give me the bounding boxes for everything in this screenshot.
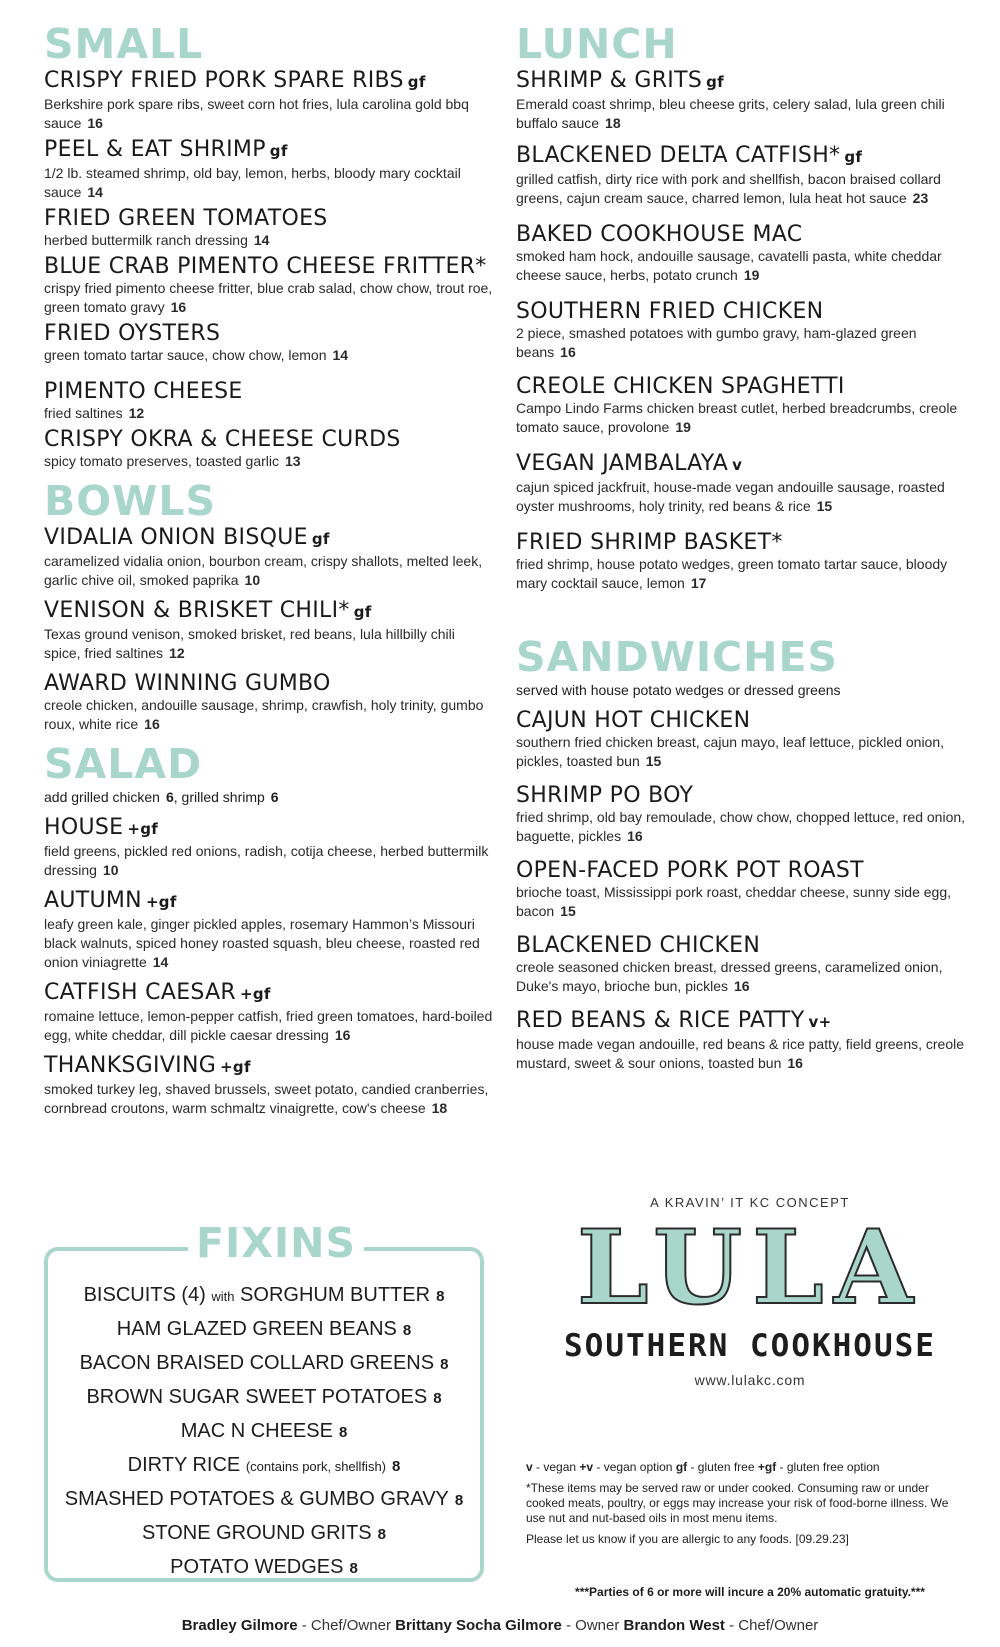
menu-item [44,525,494,590]
menu-item-name [516,1008,971,1035]
staff-name-2: Brittany Socha Gilmore [395,1617,562,1634]
menu-item-price: 14 [332,347,349,363]
dietary-tag: +gf [240,985,271,1003]
menu-item-desc-text: house made vegan andouille, red beans & rice patty, field greens, creole mustard, sweet & sour onions, toasted bun [516,1036,965,1071]
menu-item-description [516,324,971,362]
menu-item-description [44,842,494,880]
menu-item-price: 16 [170,299,187,315]
menu-item [516,143,971,208]
menu-item-title: BLUE CRAB PIMENTO CHEESE FRITTER* [44,254,487,279]
menu-item-desc-text: grilled catfish, dirty rice with pork and shellfish, bacon braised collard greens, cajun cream sauce, charred lemon, lula heat hot sauce [516,171,941,206]
dietary-tag: gf [407,73,426,91]
menu-item-description [516,958,971,996]
menu-item [44,68,494,133]
menu-item-price: 16 [87,115,103,131]
fixin-item [48,1517,480,1551]
menu-item-name [516,143,971,170]
menu-item-title: RED BEANS & RICE PATTY [516,1008,805,1033]
fixin-item [48,1347,480,1381]
left-column [44,22,494,1130]
fixin-name: SMASHED POTATOES & GUMBO GRAVY [64,1488,449,1510]
menu-item-description [44,552,494,590]
menu-item [516,858,971,921]
menu-item [44,980,494,1045]
section-bowls [44,479,494,742]
fixin-item [48,1483,480,1517]
fixin-item [48,1449,480,1483]
menu-item-desc-text: smoked ham hock, andouille sausage, cavatelli pasta, white cheddar cheese sauce, herbs, potato crunch [516,248,942,283]
fixin-name: BROWN SUGAR SWEET POTATOES [86,1386,428,1408]
menu-item-name [44,598,494,625]
brand-block [540,1195,960,1388]
menu-item-name [44,671,494,696]
menu-item [44,598,494,663]
menu-item-title: SHRIMP PO BOY [516,783,694,808]
menu-item-price: 16 [734,978,750,994]
menu-item-desc-text: fried shrimp, house potato wedges, green tomato tartar sauce, bloody mary cocktail sauce, lemon [516,556,948,591]
addon-chicken-price: 6 [165,789,174,805]
menu-item-price: 18 [605,115,621,131]
menu-item-price: 14 [253,232,270,248]
menu-item-desc-text: cajun spiced jackfruit, house-made vegan andouille sausage, roasted oyster mushrooms, holy trinity, red beans & rice [516,479,945,514]
menu-item [516,68,971,133]
menu-item-title: CRISPY FRIED PORK SPARE RIBS [44,68,404,93]
fixin-name-rest: SORGHUM BUTTER [234,1284,431,1306]
menu-item-desc-text: creole chicken, andouille sausage, shrimp, crawfish, holy trinity, gumbo roux, white rice [44,697,484,732]
key-vegan-option-text: - vegan option [593,1460,676,1474]
menu-item-name [516,933,971,958]
allergy-note: Please let us know if you are allergic to any foods. [09.29.23] [526,1532,849,1546]
dietary-tag: gf [269,142,288,160]
menu-item-desc-text: leafy green kale, ginger pickled apples, rosemary Hammon’s Missouri black walnuts, spiced honey roasted squash, bleu cheese, roasted red onion viniagrette [44,916,480,970]
menu-item-desc-text: 2 piece, smashed potatoes with gumbo gravy, ham-glazed green beans [516,325,917,360]
staff-role-1: - Chef/Owner [297,1617,396,1634]
fixins-list [48,1279,480,1585]
sandwiches-side-note: served with house potato wedges or dressed greens [516,682,841,698]
logo-subtitle: SOUTHERN COOKHOUSE [564,1328,936,1364]
fixin-item [48,1415,480,1449]
section-small [44,22,494,479]
dietary-tag: gf [844,148,863,166]
menu-item [516,222,971,285]
fixin-price: 8 [440,1356,449,1373]
menu-item [44,137,494,202]
menu-item-title: PEEL & EAT SHRIMP [44,137,266,162]
menu-item-desc-text: fried shrimp, old bay remoulade, chow chow, chopped lettuce, red onion, baguette, pickles [516,809,966,844]
menu-item-description [44,279,494,317]
menu-item-name [44,68,494,95]
menu-item-description [516,478,971,516]
menu-item-price: 16 [144,716,160,732]
staff-name-1: Bradley Gilmore [181,1617,298,1634]
menu-item-description [516,170,971,208]
staff-role-3: - Chef/Owner [724,1617,819,1634]
key-vegan-text: - vegan [532,1460,580,1474]
menu-item-name [516,222,971,247]
menu-item-title: AWARD WINNING GUMBO [44,671,331,696]
menu-item-name [516,299,971,324]
key-gluten-free-text: - gluten free [687,1460,758,1474]
lunch-title: LUNCH [516,20,678,68]
menu-item-description [44,625,494,663]
bowls-title: BOWLS [44,477,216,525]
menu-item-desc-text: 1/2 lb. steamed shrimp, old bay, lemon, herbs, bloody mary cocktail sauce [44,165,461,200]
menu-item-title: CATFISH CAESAR [44,980,237,1005]
menu-item-title: CRISPY OKRA & CHEESE CURDS [44,427,401,452]
menu-item-description [44,1080,494,1118]
menu-item-title: FRIED OYSTERS [44,321,221,346]
menu-item-title: BLACKENED DELTA CATFISH* [516,143,841,168]
menu-item-price: 10 [102,862,119,878]
menu-item-title: FRIED SHRIMP BASKET* [516,530,783,555]
menu-item-name [44,254,494,279]
menu-item-desc-text: smoked turkey leg, shaved brussels, sweet potato, candied cranberries, cornbread croutons, warm schmaltz vinaigrette, cow's cheese [44,1081,489,1116]
menu-item-title: PIMENTO CHEESE [44,379,243,404]
lula-logo: LULA [577,1208,923,1328]
menu-item-description [44,915,494,972]
menu-item-price: 12 [128,405,145,421]
menu-item [44,1053,494,1118]
menu-item-name [516,451,971,478]
menu-item-name [44,206,494,231]
section-salad [44,742,494,1130]
menu-item-title: BLACKENED CHICKEN [516,933,761,958]
fixin-price: 8 [402,1322,412,1339]
menu-item-description [516,247,971,285]
fixin-item [48,1381,480,1415]
fixin-price: 8 [433,1390,442,1407]
menu-item-name [44,379,494,404]
menu-item-name [44,1053,494,1080]
key-gluten-free-option-text: - gluten free option [776,1460,880,1474]
menu-item-description [44,231,494,250]
menu-item-description [516,95,971,133]
menu-item-title: VEGAN JAMBALAYA [516,451,729,476]
menu-item-name [516,68,971,95]
concept-line: A KRAVIN’ IT KC CONCEPT [650,1195,850,1210]
raw-food-warning: *These items may be served raw or under cooked. Consuming raw or under cooked meats, poultry, or eggs may increase your risk of food-borne illness. We use nut and nut-based oils in most menu items. [526,1481,949,1525]
menu-item [516,1008,971,1073]
dietary-tag: +gf [127,820,159,838]
menu-item-description [516,883,971,921]
fixin-name: DIRTY RICE [127,1454,246,1476]
small-title: SMALL [44,20,204,68]
menu-item [44,321,494,365]
menu-item-price: 14 [87,184,103,200]
fixin-item [48,1279,480,1313]
fixin-name: STONE GROUND GRITS [142,1522,372,1544]
menu-item-name [516,530,971,555]
menu-item-description [44,404,494,423]
menu-item-price: 16 [334,1027,351,1043]
menu-item-desc-text: green tomato tartar sauce, chow chow, lemon [44,347,327,363]
menu-item-desc-text: brioche toast, Mississippi pork roast, cheddar cheese, sunny side egg, bacon [516,884,952,919]
menu-item-desc-text: crispy fried pimento cheese fritter, blue crab salad, chow chow, trout roe, green tomato gravy [44,280,493,315]
menu-item [516,708,971,771]
menu-item [44,206,494,250]
fixin-name: MAC N CHEESE [180,1420,333,1442]
section-lunch [516,22,971,627]
dietary-tag: v+ [808,1013,832,1031]
menu-item-description [44,696,494,734]
menu-item-price: 16 [787,1055,803,1071]
fixin-item [48,1313,480,1347]
menu-item-description [516,399,971,437]
staff-footer [0,1617,1000,1634]
menu-item-desc-text: field greens, pickled red onions, radish, cotija cheese, herbed buttermilk dressing [44,843,489,878]
menu-item-desc-text: fried saltines [44,405,123,421]
menu-item [516,299,971,362]
menu-item-name [44,321,494,346]
salad-addon-note [44,788,494,807]
menu-item [516,933,971,996]
addon-shrimp-text: , grilled shrimp [173,789,265,805]
menu-item [44,254,494,317]
menu-item-description [516,1035,971,1073]
menu-item [516,451,971,516]
menu-item-title: VIDALIA ONION BISQUE [44,525,308,550]
dietary-tag: gf [353,603,372,621]
fixins-title: FIXINS [188,1221,364,1265]
menu-item-name [516,783,971,808]
fixin-price: 8 [349,1560,358,1577]
fixin-item [48,1551,480,1585]
menu-item [44,815,494,880]
website-link[interactable]: www.lulakc.com [694,1372,806,1388]
menu-item-price: 19 [675,419,691,435]
menu-item-price: 18 [431,1100,448,1116]
menu-item-name [516,708,971,733]
menu-item-price: 16 [627,828,643,844]
menu-item-description [516,555,971,593]
key-gluten-free: gf [675,1460,688,1474]
menu-item-description [44,164,494,202]
menu-item-desc-text: herbed buttermilk ranch dressing [44,232,248,248]
menu-item-price: 19 [743,267,760,283]
dietary-key [526,1460,966,1475]
menu-item-price: 15 [645,753,662,769]
menu-item-title: BAKED COOKHOUSE MAC [516,222,803,247]
menu-item-title: AUTUMN [44,888,142,913]
menu-item [44,379,494,423]
menu-item-title: SOUTHERN FRIED CHICKEN [516,299,824,324]
menu-item-desc-text: caramelized vidalia onion, bourbon cream, crispy shallots, melted leek, garlic chive oil, smoked paprika [44,553,483,588]
menu-item-description [44,346,494,365]
menu-item-price: 15 [560,903,576,919]
dietary-tag: v [732,456,743,474]
menu-item-desc-text: Campo Lindo Farms chicken breast cutlet, herbed breadcrumbs, creole tomato sauce, provolone [516,400,958,435]
menu-item-title: CREOLE CHICKEN SPAGHETTI [516,374,845,399]
section-sandwiches [516,635,971,1089]
menu-item-title: FRIED GREEN TOMATOES [44,206,328,231]
menu-item-title: CAJUN HOT CHICKEN [516,708,751,733]
menu-item-desc-text: Berkshire pork spare ribs, sweet corn hot fries, lula carolina gold bbq sauce [44,96,469,131]
right-column [516,22,971,1089]
menu-item-desc-text: romaine lettuce, lemon-pepper catfish, fried green tomatoes, hard-boiled egg, white cheddar, dill pickle caesar dressing [44,1008,493,1043]
fixin-name: BISCUITS (4) [83,1284,212,1306]
menu-item-description [516,808,971,846]
menu-item [516,530,971,593]
fixin-price: 8 [338,1424,348,1441]
sandwiches-title: SANDWICHES [516,633,839,681]
menu-item-desc-text: Emerald coast shrimp, bleu cheese grits, celery salad, lula green chili buffalo sauce [516,96,945,131]
menu-item-price: 23 [912,190,929,206]
fixin-name: BACON BRAISED COLLARD GREENS [79,1352,435,1374]
menu-item-title: THANKSGIVING [44,1053,217,1078]
menu-item [44,888,494,972]
menu-item [516,783,971,846]
key-vegan: v [526,1460,533,1474]
menu-item-name [44,137,494,164]
salad-title: SALAD [44,740,203,788]
key-gluten-free-option: +gf [757,1460,777,1474]
staff-name-3: Brandon West [623,1617,725,1634]
fixin-price: 8 [436,1288,445,1305]
menu-item-price: 10 [244,572,261,588]
fixins-box [44,1219,484,1582]
menu-item-name [44,980,494,1007]
menu-item [44,427,494,471]
menu-item-desc-text: creole seasoned chicken breast, dressed greens, caramelized onion, Duke's mayo, brioche bun, pickles [516,959,943,994]
dietary-tag: gf [706,73,724,91]
fixin-price: 8 [377,1526,386,1543]
staff-role-2: - Owner [561,1617,624,1634]
menu-item-description [44,95,494,133]
fixin-name: HAM GLAZED GREEN BEANS [116,1318,397,1340]
menu-item-desc-text: spicy tomato preserves, toasted garlic [44,453,279,469]
menu-item-name [44,427,494,452]
gratuity-note: ***Parties of 6 or more will incure a 20% automatic gratuity.*** [575,1585,925,1599]
fixin-note: with [211,1289,235,1304]
addon-shrimp-price: 6 [270,789,279,805]
menu-item-title: HOUSE [44,815,124,840]
dietary-tag: +gf [145,893,177,911]
fixin-price: 8 [454,1492,464,1509]
menu-item-price: 13 [285,453,301,469]
fixin-note: (contains pork, shellfish) [245,1459,386,1474]
menu-item [44,671,494,734]
menu-item-title: SHRIMP & GRITS [516,68,703,93]
menu-item-price: 14 [152,954,169,970]
menu-item-name [516,374,971,399]
menu-item-title: OPEN-FACED PORK POT ROAST [516,858,864,883]
addon-chicken-text: add grilled chicken [44,789,160,805]
menu-item-price: 16 [560,344,576,360]
fixin-name: POTATO WEDGES [170,1556,344,1578]
menu-item-name [44,815,494,842]
menu-item-description [516,733,971,771]
menu-item-name [516,858,971,883]
menu-item-desc-text: southern fried chicken breast, cajun mayo, leaf lettuce, pickled onion, pickles, toasted bun [516,734,945,769]
menu-item-description [44,452,494,471]
key-vegan-option: +v [579,1460,594,1474]
menu-item-name [44,888,494,915]
menu-item-price: 17 [690,575,707,591]
menu-item [516,374,971,437]
dietary-tag: gf [311,530,330,548]
menu-item-name [44,525,494,552]
menu-item-description [44,1007,494,1045]
menu-item-price: 15 [816,498,833,514]
menu-item-title: VENISON & BRISKET CHILI* [44,598,350,623]
menu-item-price: 12 [169,645,185,661]
fixin-price: 8 [392,1458,401,1475]
legal-notes [526,1460,966,1553]
dietary-tag: +gf [220,1058,251,1076]
menu-item-desc-text: Texas ground venison, smoked brisket, red beans, lula hillbilly chili spice, fried saltines [44,626,455,661]
